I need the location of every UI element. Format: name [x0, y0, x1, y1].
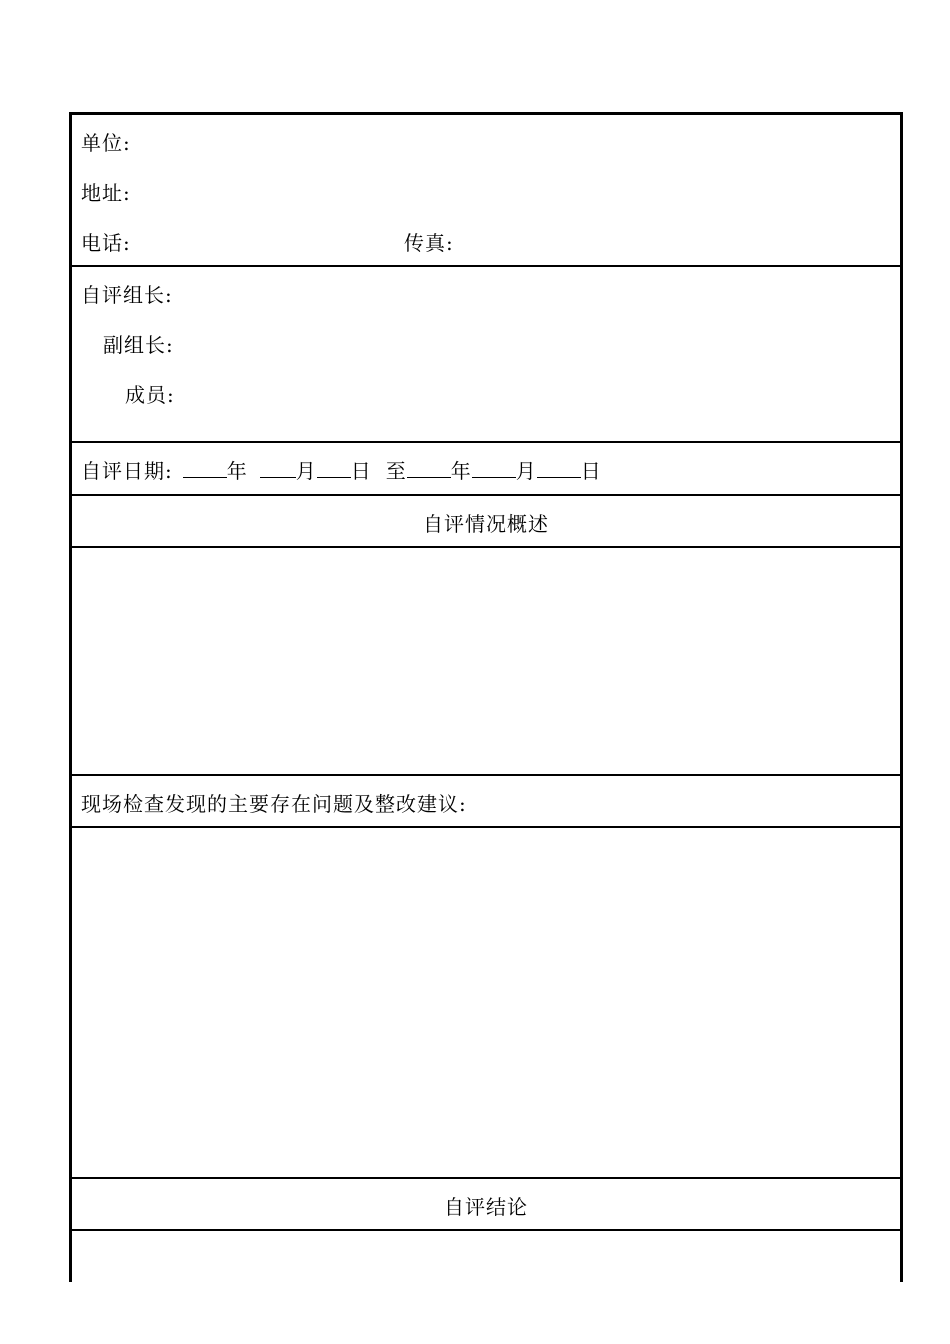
overview-title: 自评情况概述: [423, 512, 549, 536]
divider-2: [72, 441, 900, 443]
leader-label: 自评组长:: [81, 283, 173, 307]
date-row: [81, 459, 602, 483]
end-month-field[interactable]: [472, 459, 516, 478]
fax-label: 传真:: [404, 231, 454, 255]
phone-label: 电话:: [81, 231, 131, 255]
members-label: 成员:: [125, 383, 175, 407]
start-year-unit: 年: [226, 459, 248, 483]
start-day-unit: 日: [350, 459, 372, 483]
self-evaluation-form: [69, 112, 903, 1282]
start-month-field[interactable]: [260, 459, 296, 478]
unit-label: 单位:: [81, 131, 131, 155]
start-year-field[interactable]: [183, 459, 227, 478]
end-year-field[interactable]: [407, 459, 451, 478]
start-day-field[interactable]: [317, 459, 351, 478]
end-day-field[interactable]: [537, 459, 581, 478]
divider-3: [72, 494, 900, 496]
start-month-unit: 月: [295, 459, 317, 483]
end-month-unit: 月: [515, 459, 537, 483]
conclusion-content-area[interactable]: [72, 1231, 900, 1285]
divider-1: [72, 265, 900, 267]
issues-content-area[interactable]: [72, 828, 900, 1177]
conclusion-title: 自评结论: [444, 1195, 528, 1219]
overview-content-area[interactable]: [72, 548, 900, 774]
divider-7: [72, 1177, 900, 1179]
end-year-unit: 年: [450, 459, 472, 483]
deputy-leader-label: 副组长:: [103, 333, 174, 357]
end-day-unit: 日: [580, 459, 602, 483]
date-to-label: 至: [385, 459, 407, 483]
divider-5: [72, 774, 900, 776]
date-label: 自评日期:: [81, 459, 173, 483]
issues-title: 现场检查发现的主要存在问题及整改建议:: [81, 792, 467, 816]
address-label: 地址:: [81, 181, 131, 205]
